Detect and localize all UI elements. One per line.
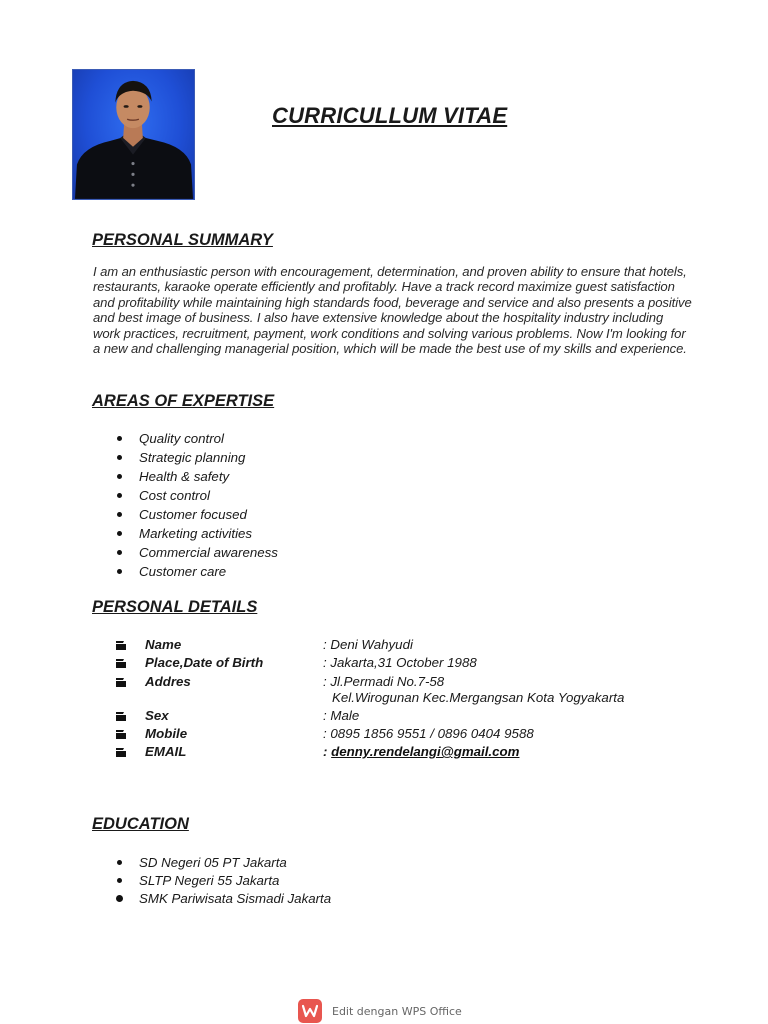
address-value-line2: Kel.Wirogunan Kec.Mergangsan Kota Yogyakarta — [332, 690, 625, 705]
education-item — [115, 890, 331, 908]
education-list — [115, 854, 331, 908]
personal-details-heading: PERSONAL DETAILS — [92, 598, 258, 616]
bullet-icon — [117, 455, 122, 460]
bullet-icon — [117, 860, 122, 865]
detail-row-name — [116, 637, 676, 655]
clapperboard-bullet-icon — [116, 712, 126, 721]
bullet-icon — [117, 531, 122, 536]
expertise-item — [115, 487, 278, 506]
bullet-icon — [117, 512, 122, 517]
bullet-icon — [117, 878, 122, 883]
detail-row-birth — [116, 655, 676, 673]
document-title: CURRICULLUM VITAE — [272, 103, 508, 128]
detail-row-email — [116, 744, 676, 762]
birth-label: Place,Date of Birth — [145, 655, 264, 670]
person-portrait-image — [73, 70, 194, 199]
wps-office-footer[interactable] — [298, 999, 462, 1023]
email-label: EMAIL — [145, 744, 187, 759]
email-colon: : — [323, 744, 328, 759]
mobile-label: Mobile — [145, 726, 188, 741]
bullet-icon — [117, 550, 122, 555]
mobile-value: : 0895 1856 9551 / 0896 0404 9588 — [323, 726, 534, 741]
bullet-icon — [116, 895, 123, 902]
bullet-icon — [117, 436, 122, 441]
education-item — [115, 854, 331, 872]
expertise-item — [115, 506, 278, 525]
email-value-wrapper — [323, 744, 519, 760]
expertise-item — [115, 468, 278, 487]
detail-row-address — [116, 674, 676, 708]
address-label: Addres — [145, 674, 191, 689]
bullet-icon — [117, 474, 122, 479]
name-label: Name — [145, 637, 182, 652]
education-item — [115, 872, 331, 890]
name-value: : Deni Wahyudi — [323, 637, 413, 652]
expertise-item-text: Marketing activities — [139, 526, 253, 541]
expertise-item-text: Cost control — [139, 488, 210, 503]
expertise-item-text: Health & safety — [139, 469, 230, 484]
personal-summary-text: I am an enthusiastic person with encouragement, determination, and proven ability to ensure that hotels, restaurants, karaoke operate efficiently and profitably. Have a track record maximize guest satisfaction and profitability while maintaining high standards food, beverage and service and also presents a positive and best image of business. I also have extensive knowledge about the hospitality industry including work practices, recruitment, payment, work conditions and solving various problems. Now I'm looking for a new and challenging managerial position, which will be made the best use of my skills and experience. — [93, 264, 692, 357]
detail-row-mobile — [116, 726, 676, 744]
expertise-item — [115, 449, 278, 468]
wps-logo-icon — [298, 999, 322, 1023]
expertise-item-text: Commercial awareness — [139, 545, 278, 560]
profile-photo — [72, 69, 195, 200]
expertise-item — [115, 544, 278, 563]
expertise-item-text: Customer care — [139, 564, 227, 579]
education-item-text: SMK Pariwisata Sismadi Jakarta — [139, 891, 332, 906]
email-link[interactable]: denny.rendelangi@gmail.com — [331, 744, 520, 759]
clapperboard-bullet-icon — [116, 641, 126, 650]
expertise-list — [115, 430, 278, 582]
bullet-icon — [117, 493, 122, 498]
expertise-heading: AREAS OF EXPERTISE — [92, 392, 275, 410]
clapperboard-bullet-icon — [116, 678, 126, 687]
clapperboard-bullet-icon — [116, 748, 126, 757]
personal-summary-heading: PERSONAL SUMMARY — [92, 231, 273, 249]
detail-row-sex — [116, 708, 676, 726]
education-item-text: SLTP Negeri 55 Jakarta — [139, 873, 280, 888]
clapperboard-bullet-icon — [116, 659, 126, 668]
expertise-item — [115, 525, 278, 544]
birth-value: : Jakarta,31 October 1988 — [323, 655, 477, 670]
expertise-item-text: Quality control — [139, 431, 224, 446]
education-heading: EDUCATION — [92, 815, 189, 833]
sex-label: Sex — [145, 708, 169, 723]
sex-value: : Male — [323, 708, 360, 723]
clapperboard-bullet-icon — [116, 730, 126, 739]
footer-text: Edit dengan WPS Office — [332, 1004, 462, 1018]
expertise-item — [115, 563, 278, 582]
education-item-text: SD Negeri 05 PT Jakarta — [139, 855, 287, 870]
expertise-item-text: Strategic planning — [139, 450, 246, 465]
bullet-icon — [117, 569, 122, 574]
expertise-item — [115, 430, 278, 449]
address-value-line1: : Jl.Permadi No.7-58 — [323, 674, 445, 689]
w-letter-icon — [302, 1004, 318, 1018]
expertise-item-text: Customer focused — [139, 507, 247, 522]
